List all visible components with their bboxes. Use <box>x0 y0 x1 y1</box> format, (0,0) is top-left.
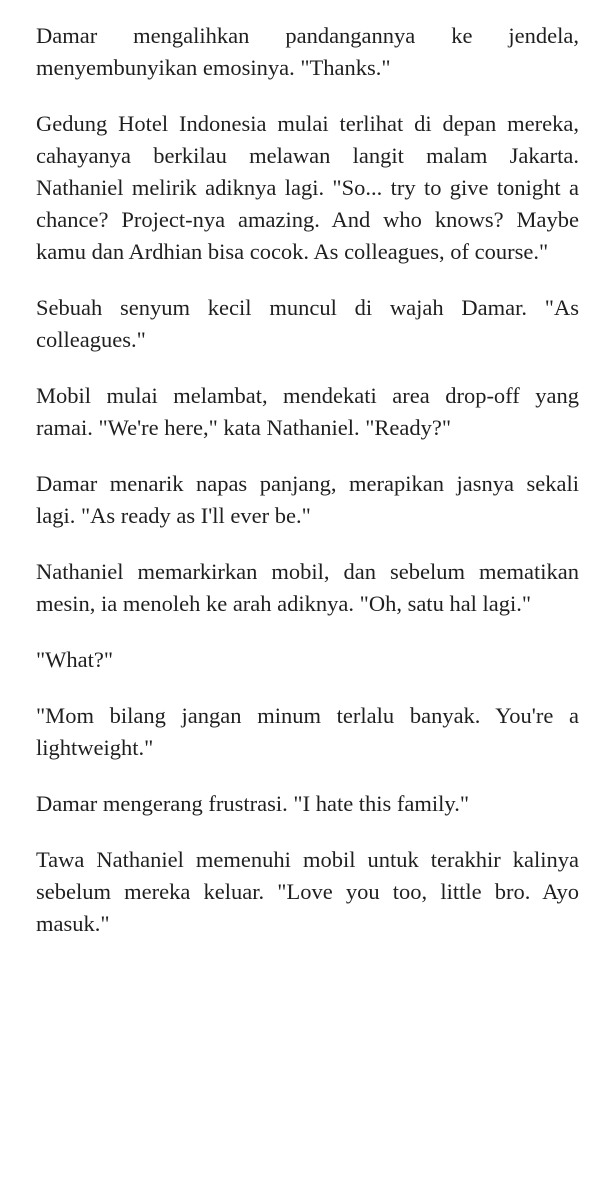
paragraph-9: Damar mengerang frustrasi. "I hate this family." <box>36 791 470 816</box>
paragraph-2: Gedung Hotel Indonesia mulai terlihat di depan mereka, cahayanya berkilau melawan langit malam Jakarta. Nathaniel melirik adiknya lagi. "So... try to give tonight a chance? Project-nya amazing. And who knows? Maybe kamu dan Ardhian bisa cocok. As colleagues, of course." <box>36 111 579 264</box>
paragraph-8: "Mom bilang jangan minum terlalu banyak. You're a lightweight." <box>36 703 579 760</box>
paragraph-5: Damar menarik napas panjang, merapikan jasnya sekali lagi. "As ready as I'll ever be." <box>36 471 579 528</box>
paragraph-1: Damar mengalihkan pandangannya ke jendela, menyembunyikan emosinya. "Thanks." <box>36 23 579 80</box>
paragraph-4: Mobil mulai melambat, mendekati area drop-off yang ramai. "We're here," kata Nathaniel. "Ready?" <box>36 383 579 440</box>
paragraph-6: Nathaniel memarkirkan mobil, dan sebelum mematikan mesin, ia menoleh ke arah adiknya. "Oh, satu hal lagi." <box>36 559 579 616</box>
paragraph-3: Sebuah senyum kecil muncul di wajah Damar. "As colleagues." <box>36 295 579 352</box>
paragraph-10: Tawa Nathaniel memenuhi mobil untuk terakhir kalinya sebelum mereka keluar. "Love you too, little bro. Ayo masuk." <box>36 847 579 936</box>
paragraph-7: "What?" <box>36 647 114 672</box>
